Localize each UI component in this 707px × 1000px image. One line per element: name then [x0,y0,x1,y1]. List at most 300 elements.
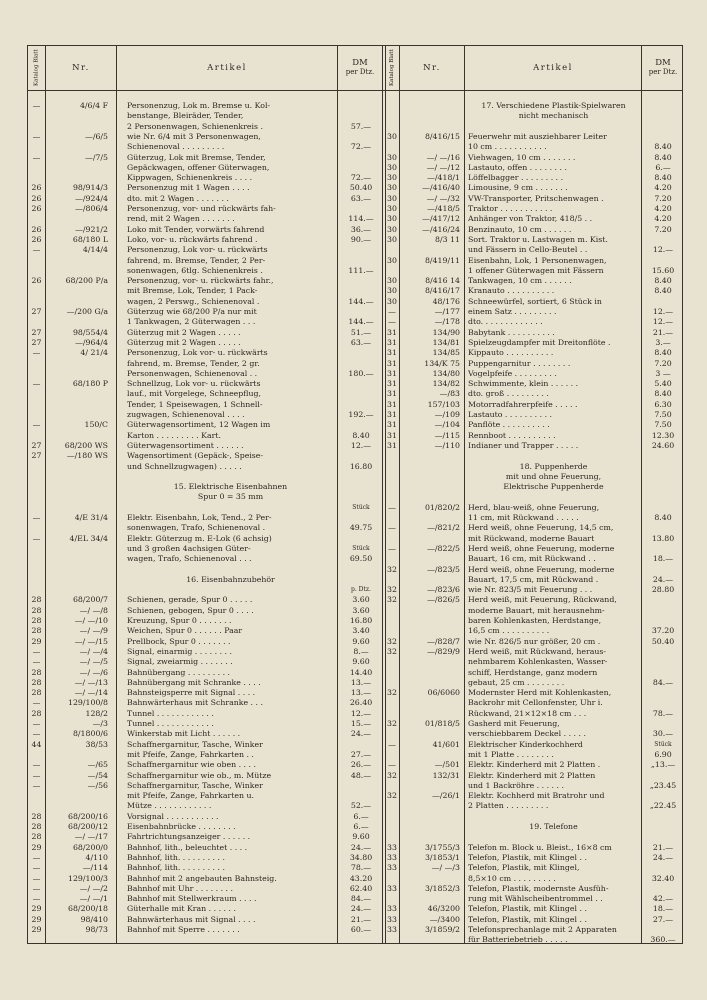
article-description: Löffelbagger . . . . . . . . . [468,173,564,183]
right-table-row [28,225,684,235]
article-number: 8/1800/6 [72,729,108,739]
right-table-row [28,925,684,935]
right-table-row [28,750,684,760]
header-katalog-blatt: Katalog Blatt [33,49,40,87]
catalog-page-ref: 31 [387,379,397,389]
article-number: —/964/4 [75,337,108,347]
catalog-page-ref: — [388,543,396,553]
article-description: lauf., mit Vorgelege, Schneepflug, [127,389,261,399]
article-description: Bahnhof mit Stellwerkraum . . . . [127,894,257,904]
catalog-page-ref: 29 [31,925,42,934]
article-number: —/ —/6 [79,667,108,677]
price-cell: 4.20 [654,183,672,193]
right-table-row [28,698,684,708]
article-description: und Schnellzugwagen) . . . . . [127,461,242,471]
catalog-page-ref: — [388,760,396,770]
price-cell: 8.40 [654,152,672,162]
article-number: —/177 [434,307,460,316]
article-description: Herd weiß, mit Rückwand, heraus- [468,646,606,656]
price-cell: 51.— [350,327,372,337]
article-number: —/826/5 [427,595,460,605]
article-description: Telefon, Plastik, mit Klingel, [468,863,580,873]
article-description: wie Nr. 6/4 mit 3 Personenwagen, [127,131,261,141]
right-table-row [28,678,684,688]
article-description: 2 Platten . . . . . . . . . [468,801,549,811]
catalog-page-ref: 30 [387,193,397,203]
article-number: —/104 [434,420,460,430]
catalog-page-ref: — [32,152,41,162]
article-number: 134/K 75 [424,358,460,368]
article-number: 38/53 [85,739,108,749]
price-cell: 6.30 [654,399,672,409]
article-description: Wagensortiment (Gepäck-, Speise- [127,451,264,461]
price-cell: „13.— [650,760,676,770]
article-number: 68/200/0 [72,842,108,852]
article-description: Loko, vor- u. rückwärts fahrend . [127,234,258,244]
article-number: —/416/24 [422,224,460,234]
article-description: 1 offener Güterwagen mit Fässern [468,265,604,275]
catalog-page-ref: — [32,646,41,656]
article-number: —/ —/16 [426,152,460,162]
article-number: —/83 [439,389,460,399]
right-table-row [28,245,684,255]
catalog-page-ref: — [32,533,41,543]
catalog-page-ref: 30 [387,162,397,172]
catalog-page-ref: 29 [31,842,42,852]
article-description: Elektr. Eisenbahn, Lok, Tend., 2 Per- [127,513,272,522]
price-cell: 36.— [350,224,372,234]
catalog-page-ref: 26 [31,276,42,286]
catalog-page-ref: 30 [387,183,397,193]
article-number: 4/110 [85,852,108,862]
catalog-page-ref: 26 [31,224,42,234]
article-description: 11 cm, mit Rückwand . . . . . [468,513,579,522]
article-description: 16,5 cm . . . . . . . . . . [468,626,550,636]
price-cell: 26.— [350,760,372,770]
article-number: 3/1859/2 [424,925,460,934]
catalog-page-ref: 31 [387,358,397,368]
price-cell: 9.60 [352,657,370,667]
price-cell: 90.— [350,234,372,244]
article-description: Elektr. Güterzug m. E-Lok (6 achsig) [127,533,272,543]
article-number: —/ —/5 [79,657,108,667]
right-table-row [28,616,684,626]
catalog-page-ref: 28 [31,616,42,625]
article-number: 8/416 14 [425,276,460,286]
price-cell: 192.— [348,410,374,419]
article-description: Backrohr mit Cellonfenster, Uhr i. [468,698,603,708]
article-description: Loko mit Tender, vorwärts fahrend [127,224,265,234]
article-number: —/3 [92,719,108,728]
price-cell: 8.40 [654,286,672,296]
right-table-row [28,492,684,502]
price-cell: 12.— [652,245,674,255]
price-cell: 8.40 [352,430,370,440]
catalog-page-ref: 30 [387,224,397,234]
catalog-page-ref: 26 [31,183,42,193]
article-number: —/ —/10 [74,616,108,625]
article-number: 4/6/4 F [79,101,108,110]
article-description: Motorradfahrerpfeife . . . . . [468,399,578,409]
catalog-page-ref: — [388,307,396,316]
catalog-page-ref: 28 [31,708,42,718]
section-heading: 17. Verschiedene Plastik-Spielwaren [481,101,626,110]
right-table-row [28,441,684,451]
price-cell: 3.60 [352,595,370,605]
article-number: —/56 [87,780,108,790]
price-cell: 360.— [650,935,676,945]
article-number: 157/103 [427,399,460,409]
article-description: Bauart, 16 cm, mit Rückwand . . [468,554,596,564]
catalog-page-ref: — [32,657,41,667]
price-cell: 13.— [350,677,372,687]
price-cell: 72.— [350,142,372,152]
article-description: Signal, einarmig . . . . . . . . [127,646,232,656]
right-table-row [28,668,684,678]
catalog-page-ref: — [32,101,41,110]
catalog-page-ref: 27 [31,337,42,347]
right-table-row [28,843,684,853]
article-number: 68/180 P [72,379,108,389]
catalog-page-ref: 30 [387,173,397,183]
catalog-page-ref: 28 [31,595,42,605]
article-description: wie Nr. 826/5 nur größer, 20 cm . [468,636,601,646]
article-description: verschiebbarem Deckel . . . . . [468,729,586,739]
article-description: Kreuzung, Spur 0 . . . . . . . [127,616,232,625]
article-description: Telefon, Plastik, mit Klingel . . [468,852,587,862]
article-number: —/ —/4 [79,646,108,656]
right-table-row [28,183,684,193]
article-description: Feuerwehr mit ausziehbarer Leiter [468,131,607,141]
article-description: 1 Tankwagen, 2 Güterwagen . . . [127,317,256,327]
article-description: Viehwagen, 10 cm . . . . . . . [468,152,576,162]
article-description: Telefon m. Block u. Bleist., 16×8 cm [468,842,612,852]
article-description: nehmbarem Kohlenkasten, Wasser- [468,657,608,667]
price-cell: 24.— [350,904,372,914]
right-table-row [28,431,684,441]
catalog-page-ref: — [32,513,41,522]
article-number: 68/200 WS [64,440,108,450]
catalog-page-ref: 33 [387,925,397,934]
price-cell: 9.60 [352,832,370,842]
article-number: —/ —/32 [426,193,460,203]
header-per-dtz: per Dtz. [345,68,375,76]
article-description: Kippwagen, Schienenkreis . . . . [127,173,253,183]
article-description: Babytank . . . . . . . . . . [468,327,555,337]
article-number: —/924/4 [75,193,108,203]
article-description: einem Satz . . . . . . . . . [468,307,557,316]
price-cell: 144.— [348,296,374,306]
article-description: Sort. Traktor u. Lastwagen m. Kist. [468,234,608,244]
article-description: Güterwagensortiment, 12 Wagen im [127,420,271,430]
price-cell: 5.40 [654,379,672,389]
price-cell: 69.50 [349,554,373,564]
article-description: Herd weiß, ohne Feuerung, moderne [468,543,615,553]
header-dm-label: DM [655,58,671,68]
article-number: —/65 [87,760,108,770]
article-description: Herd weiß, ohne Feuerung, moderne [468,564,615,574]
section-heading: Elektrische Puppenherde [503,482,604,492]
catalog-page-ref: — [32,729,41,739]
catalog-page-ref: 32 [387,595,397,605]
article-number: 134/82 [432,379,460,389]
article-description: Schaffnergarnitur wie ob., m. Mütze [127,770,272,780]
article-number: 68/200/12 [68,822,108,831]
right-table-row [28,740,684,750]
catalog-page-ref: — [32,379,41,389]
article-description: Eisenbahnbrücke . . . . . . . . [127,822,236,831]
article-description: Eisenbahn, Lok, 1 Personenwagen, [468,255,607,265]
article-number: 132/31 [432,770,460,780]
article-number: 134/90 [432,327,460,337]
catalog-page-ref: 33 [387,904,397,914]
article-number: 46/3200 [427,904,460,914]
article-description: Kippauto . . . . . . . . . . [468,348,554,358]
article-description: Telefon, Plastik, mit Klingel . . [468,904,587,914]
catalog-page-ref: 28 [31,832,42,842]
article-number: 8/416/17 [424,286,460,296]
section-heading: mit und ohne Feuerung, [505,471,602,481]
price-cell: 3.40 [352,626,370,636]
right-table-row [28,554,684,564]
article-description: Mütze . . . . . . . . . . . . [127,801,212,811]
right-table-row [28,286,684,296]
article-description: Elektr. Kinderherd mit 2 Platten [468,770,596,780]
catalog-page-ref: 28 [31,822,42,831]
right-table-row [28,760,684,770]
article-number: —/ —/2 [79,883,108,893]
article-description: Panflöte . . . . . . . . . . [468,420,550,430]
price-cell: 7.20 [654,224,672,234]
right-table-row [28,389,684,399]
right-table-row [28,513,684,523]
article-description: Kranauto . . . . . . . . . . [468,286,555,296]
catalog-page-ref: — [32,131,41,141]
article-description: mit Rückwand, moderne Bauart [468,533,595,543]
catalog-page-ref: 29 [31,904,42,914]
article-description: mit Pfeife, Zange, Fahrkarten . . [127,749,254,759]
price-cell: 78.— [350,863,372,873]
article-number: 4/EL 34/4 [69,533,108,543]
article-description: Telefon, Plastik, modernste Ausfüh- [468,883,609,893]
right-table-row [28,709,684,719]
price-cell: 27.— [652,914,674,924]
right-table-row [28,235,684,245]
section-heading: 15. Elektrische Eisenbahnen [173,482,288,492]
article-number: —/ —/9 [79,626,108,636]
right-table-row [28,462,684,472]
article-description: Herd weiß, ohne Feuerung, 14,5 cm, [468,523,614,533]
article-description: Elektr. Kinderherd mit 2 Platten . [468,760,601,770]
section-heading: Spur 0 = 35 mm [197,492,264,502]
article-description: und Fässern in Cello-Beutel . . [468,245,588,255]
article-number: —/806/4 [75,204,108,213]
price-cell: 8.40 [654,142,672,152]
right-table-row [28,771,684,781]
catalog-page-ref: 32 [387,646,397,656]
article-description: mit Pfeife, Zange, Fahrkarten u. [127,791,254,801]
catalog-page-ref: 30 [387,255,397,265]
header-artikel: Artikel [533,63,573,73]
article-description: moderne Bauart, mit herausnehm- [468,605,605,615]
right-table-row [28,853,684,863]
article-description: benstange, Bleiräder, Tender, [127,111,244,121]
catalog-page-ref: — [32,863,41,873]
article-description: Fahrtrichtungsanzeiger . . . . . . [127,832,251,842]
article-description: Personenwagen, Schienenoval . . [127,368,258,378]
right-table-row [28,348,684,358]
right-table-row [28,420,684,430]
catalog-page-ref: 31 [387,410,397,419]
catalog-page-ref: 33 [387,863,397,873]
catalog-page-ref: 30 [387,204,397,213]
right-table-row [28,142,684,152]
article-description: rend, mit 2 Wagen . . . . . . . [127,214,235,224]
price-cell: 21.— [350,914,372,924]
catalog-page-ref: 31 [387,327,397,337]
article-description: Personenzug, Lok m. Bremse u. Kol- [127,101,271,110]
catalog-page-ref: 33 [387,883,397,893]
right-table-row [28,266,684,276]
article-description: Elektr. Kochherd mit Bratrohr und [468,791,605,801]
header-nr: Nr. [72,63,90,73]
article-description: dto. mit 2 Wagen . . . . . . . [127,193,229,203]
catalog-page-ref: 28 [31,605,42,615]
article-number: —/416/40 [422,183,460,193]
price-cell: 60.— [350,925,372,934]
right-table-row [28,472,684,482]
article-description: Gepäckwagen, offener Güterwagen, [127,162,270,172]
price-cell: 13.— [350,688,372,698]
article-description: Signal, zweiarmig . . . . . . . [127,657,233,667]
catalog-page-ref: 31 [387,420,397,430]
article-description: Herd, blau-weiß, ohne Feuerung, [468,502,600,512]
catalog-page-ref: 32 [387,564,397,574]
article-number: —/ —/12 [426,162,460,172]
right-table-row [28,935,684,945]
price-cell: 16.80 [349,616,373,625]
article-description: Gasherd mit Feuerung, [468,719,560,728]
price-cell: Stück [654,740,672,748]
catalog-page-ref: 26 [31,204,42,213]
price-cell: 16.80 [349,461,373,471]
article-description: Schaffnergarnitur wie oben . . . . [127,760,256,770]
catalog-page-ref: 28 [31,688,42,698]
price-cell: 24.— [652,574,674,584]
article-description: Vorsignal . . . . . . . . . . . [127,811,219,821]
article-description: Karton . . . . . . . . . Kart. [127,430,221,440]
article-number: —/823/6 [427,585,460,595]
article-description: Bahnübergang mit Schranke . . . . [127,677,261,687]
right-table-row [28,688,684,698]
article-number: 01/818/5 [424,719,460,728]
article-number: —/110 [434,440,460,450]
catalog-page-ref: 30 [387,214,397,224]
article-description: Güterhalle mit Kran . . . . . . [127,904,236,914]
right-table-row [28,482,684,492]
price-cell: 4.20 [654,204,672,213]
catalog-page-ref: 29 [31,914,42,924]
price-cell: 32.40 [651,873,675,883]
article-number: —/ —/17 [74,832,108,842]
price-cell: 50.40 [349,183,373,193]
price-cell: 21.— [652,327,674,337]
article-number: —/3400 [429,914,460,924]
article-number: 128/2 [85,708,108,718]
price-cell: 21.— [652,842,674,852]
price-cell: p. Dtz. [351,586,371,594]
article-description: schiff, Herdstange, ganz modern [468,667,598,677]
right-table-row [28,297,684,307]
article-number: —/921/2 [75,224,108,234]
right-table-row [28,595,684,605]
catalog-page-ref: 32 [387,770,397,780]
catalog-page-ref: — [32,780,41,790]
article-number: —/54 [87,770,108,780]
article-number: —/822/5 [427,543,460,553]
price-cell: 12.— [350,708,372,718]
price-cell: 12.— [350,440,372,450]
right-table-row [28,307,684,317]
price-cell: 50.40 [651,636,675,646]
catalog-page-ref: 30 [387,286,397,296]
article-number: 01/820/2 [424,502,460,512]
price-cell: 24.60 [651,440,675,450]
price-cell: Stück [352,503,370,511]
article-number: —/828/7 [427,636,460,646]
article-number: —/418/5 [427,204,460,213]
catalog-page-ref: 31 [387,348,397,358]
article-description: Schaffnergarnitur, Tasche, Winker [127,780,263,790]
article-number: —/823/5 [427,564,460,574]
article-description: Schienen, gebogen, Spur 0 . . . . [127,605,254,615]
price-cell: „22.45 [649,801,677,811]
article-description: Personenzug mit 1 Wagen . . . . [127,183,250,193]
article-number: —/200 G/a [66,307,108,316]
right-table-row [28,379,684,389]
right-table-row [28,256,684,266]
article-description: Schienenoval . . . . . . . . . [127,142,225,152]
article-description: und 3 großen 4achsigen Güter- [127,543,251,553]
article-number: 3/1853/1 [424,852,460,862]
right-table-row [28,637,684,647]
article-description: Tender, 1 Speisewagen, 1 Schnell- [127,399,263,409]
right-table-row [28,410,684,420]
price-cell: 24.— [350,729,372,739]
price-cell: 43.20 [349,873,373,883]
right-table-row [28,657,684,667]
catalog-page-ref: — [32,348,41,358]
article-number: —/ —/3 [431,863,460,873]
article-description: Tunnel . . . . . . . . . . . . [127,708,214,718]
price-cell: 9.60 [352,636,370,646]
article-number: 68/180 L [72,234,108,244]
catalog-page-ref: 27 [31,451,42,461]
price-cell: 114.— [348,214,374,224]
article-description: Rückwand, 21×12×18 cm . . . [468,708,587,718]
catalog-page-ref: 28 [31,626,42,636]
price-cell: 27.— [350,749,372,759]
catalog-page-ref: 32 [387,585,397,595]
catalog-page-ref: 30 [387,152,397,162]
right-table-row [28,153,684,163]
article-number: —/114 [82,863,108,873]
price-cell: 15.— [350,719,372,728]
price-cell: 144.— [348,317,374,327]
catalog-page-ref: 28 [31,811,42,821]
article-number: 129/100/3 [68,873,108,883]
article-description: 8,5×10 cm . . . . . . . . . [468,873,556,883]
